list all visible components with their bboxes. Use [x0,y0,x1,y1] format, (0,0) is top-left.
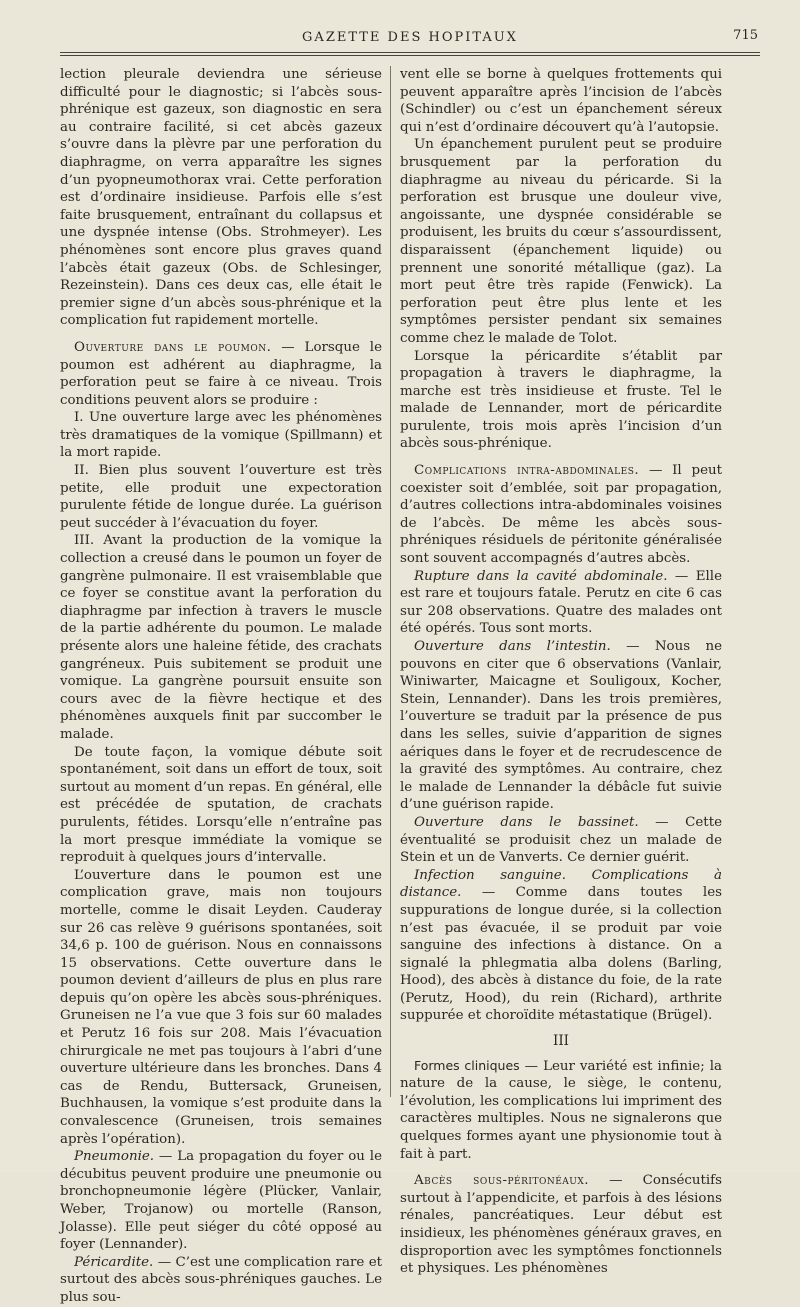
right-column [400,66,722,1278]
paragraph-text: — Leur variété est infinie; la nature de la cause, le siège, le contenu, l’évolution, les complications lui impriment des caractères multiples. Nous ne signalerons que quelques formes ayant une physionomie tout à fait à part. [400,1058,722,1162]
header-rule-top [60,52,760,53]
paragraph-text: — Elle est rare et toujours fatale. Perutz en cite 6 cas sur 208 observations. Quatre des malades ont été opérés. Tous sont morts. [400,568,722,637]
paragraph-text: — Nous ne pouvons en citer que 6 observations (Vanlair, Winiwarter, Maicagne et Souligoux, Kocher, Stein, Lennander). Dans les trois premières, l’ouverture se traduit par la présence de pus dans les selles, suivie d’apparition de signes aériques dans le foyer et de recrudescence de la gravité des symptômes. Au contraire, chez le malade de Lennander la débâcle fut suivie d’une guérison rapide. [400,639,723,813]
paragraph: Un épanchement purulent peut se produire brusquement par la perforation du diaphragme au niveau du péricarde. Si la perforation est brusque une douleur vive, angoissante, une dyspnée considérable se produisent, les bruits du cœur s’assourdissent, disparaissent (épanchement liquide) ou prennent une sonorité métallique (gaz). La mort peut être très rapide (Fenwick). La perforation peut être plus lente et les symptômes persister pendant six semaines comme chez le malade de Tolot. [400,137,722,346]
paragraph: De toute façon, la vomique débute soit spontanément, soit dans un effort de toux, soit surtout au moment d’un repas. En général, elle est précédée de sputation, de crachats purulents, fétides. Lorsqu’elle n’entraîne pas la mort presque immédiate la vomique se reproduit à quelques jours d’intervalle. [60,744,383,866]
paragraph-infection [400,867,722,1025]
paragraph-text: — Lorsque le poumon est adhérent au diaphragme, la perforation peut se faire à ce niveau. Trois conditions peuvent alors se produire : [60,339,382,408]
paragraph-clinical-forms [400,1057,722,1164]
section-heading: Pneumonie. [74,1149,155,1165]
paragraph-intestine [400,638,722,814]
column-divider [390,66,391,1097]
paragraph-text: — C’est une complication rare et surtout des abcès sous-phréniques gauches. Le plus sou- [60,1254,382,1305]
paragraph: vent elle se borne à quelques frottements qui peuvent apparaître après l’incision de l’abcès (Schindler) ou c’est un épanchement séreux qui n’est d’ordinaire découvert qu’à l’autopsie. [400,67,722,135]
paragraph: I. Une ouverture large avec les phénomènes très dramatiques de la vomique (Spillmann) et la mort rapide. [60,410,382,461]
section-heading: Ouverture dans l’intestin. [414,639,611,654]
section-heading: Abcès sous-péritonéaux. [414,1173,590,1189]
paragraph: L’ouverture dans le poumon est une complication grave, mais non toujours mortelle, comme le disait Leyden. Cauderay sur 26 cas relève 9 guérisons spontanées, soit 34,6 p. 100 de guérison. Nous en connaissons 15 observations. Cette ouverture dans le poumon devient d’ailleurs de plus en plus rare depuis qu’on opère les abcès sous-phréniques. Gruneisen ne l’a vue que 3 fois sur 60 malades et Perutz 16 fois sur 208. Mais l’évacuation chirurgicale ne met pas toujours à l’abri d’une ouverture ultérieure dans les bronches. Dans 4 cas de Rendu, Buttersack, Gruneisen, Buchhausen, la vomique s’est produite dans la convalescence (Gruneisen, trois semaines après l’opération). [60,867,382,1147]
section-number: III [553,1033,569,1050]
paragraph: III. Avant la production de la vomique la collection a creusé dans le poumon un foyer de gangrène pulmonaire. Il est vraisemblable que ce foyer se constitue avant la perforation du diaphragme par infection à travers le muscle de la partie adhérente du poumon. Le malade présente alors une haleine fétide, des crachats gangréneux. Puis subitement se produit une vomique. La gangrène poursuit ensuite son cours avec de la fièvre hectique et des phénomènes auxquels finit par succomber le malade. [60,533,382,742]
paragraph-text: — Il peut coexister soit d’emblée, soit par propagation, d’autres collections intra-abdominales voisines de l’abcès. De même les abcès sous-phréniques résiduels de péritonite généralisée sont souvent accompagnés d’autres abcès. [400,463,723,567]
section-heading: Formes cliniques [414,1057,520,1073]
paragraph-text: — Consécutifs surtout à l’appendicite, et parfois à des lésions rénales, pancréatiques. Leur début est insidieux, les phénomènes généraux graves, en disproportion avec les symptômes fonctionnels et physiques. Les phénomènes [400,1173,723,1277]
paragraph-intra-abdominal [400,462,722,568]
paragraph-text: — Comme dans toutes les suppurations de longue durée, si la collection n’est pas évacuée, il se produit par voie sanguine des infections à distance. On a signalé la phlegmatia alba dolens (Barling, Hood), des abcès à distance du foie, de la rate (Perutz, Hood), du rein (Richard), arthrite suppurée et choroïdite métastatique (Brügel). [400,885,722,1024]
running-header [60,30,760,52]
paragraph-subperitoneal [400,1172,722,1278]
section-heading: Infection sanguine. Complications à distance. [400,867,722,901]
paragraph-text: — La propagation du foyer ou le décubitus peuvent produire une pneumonie ou bronchopneumonie légère (Plücker, Vanlair, Weber, Trojanow) ou mortelle (Ranson, Jolasse). Elle peut siéger du côté opposé au foyer (Lennander). [60,1149,382,1253]
section-heading: Ouverture dans le poumon. [74,339,272,355]
paragraph-bassinet [400,814,722,867]
left-column [60,66,382,1307]
paragraph: lection pleurale deviendra une sérieuse difficulté pour le diagnostic; si l’abcès sous-phrénique est gazeux, son diagnostic en sera au contraire facilité, si cet abcès gazeux s’ouvre dans la plèvre par une perforation du diaphragme, on verra apparaître les signes d’un pyopneumothorax vrai. Cette perforation est d’ordinaire insidieuse. Parfois elle s’est faite brusquement, entraînant du collapsus et une dyspnée intense (Obs. Strohmeyer). Les phénomènes sont encore plus graves quand l’abcès était gazeux (Obs. de Schlesinger, Rezeinstein). Dans ces deux cas, elle était le premier signe d’un abcès sous-phrénique et la complication fut rapidement mortelle. [60,67,382,329]
header-rule-bottom [60,55,760,56]
paragraph-pneumonia [60,1148,382,1254]
paragraph-lung-opening [60,339,382,409]
journal-title: GAZETTE DES HOPITAUX [302,30,518,45]
paragraph-pericarditis [60,1254,382,1307]
page-number: 715 [733,28,758,43]
section-heading: Péricardite. [74,1254,154,1270]
paragraph: II. Bien plus souvent l’ouverture est très petite, elle produit une expectoration purulente fétide de longue durée. La guérison peut succéder à l’évacuation du foyer. [60,463,382,531]
paragraph-text: — Cette éventualité se produisit chez un malade de Stein et un de Vanverts. Ce dernier guérit. [400,814,722,866]
paragraph: Lorsque la péricardite s’établit par propagation à travers le diaphragme, la marche est très insidieuse et fruste. Tel le malade de Lennander, mort de péricardite purulente, trois mois après l’incision d’un abcès sous-phrénique. [400,348,722,452]
section-heading: Complications intra-abdominales. [414,463,640,479]
section-heading: Rupture dans la cavité abdominale. [414,568,668,584]
section-heading: Ouverture dans le bassinet. [414,814,639,830]
paragraph-rupture [400,568,722,638]
